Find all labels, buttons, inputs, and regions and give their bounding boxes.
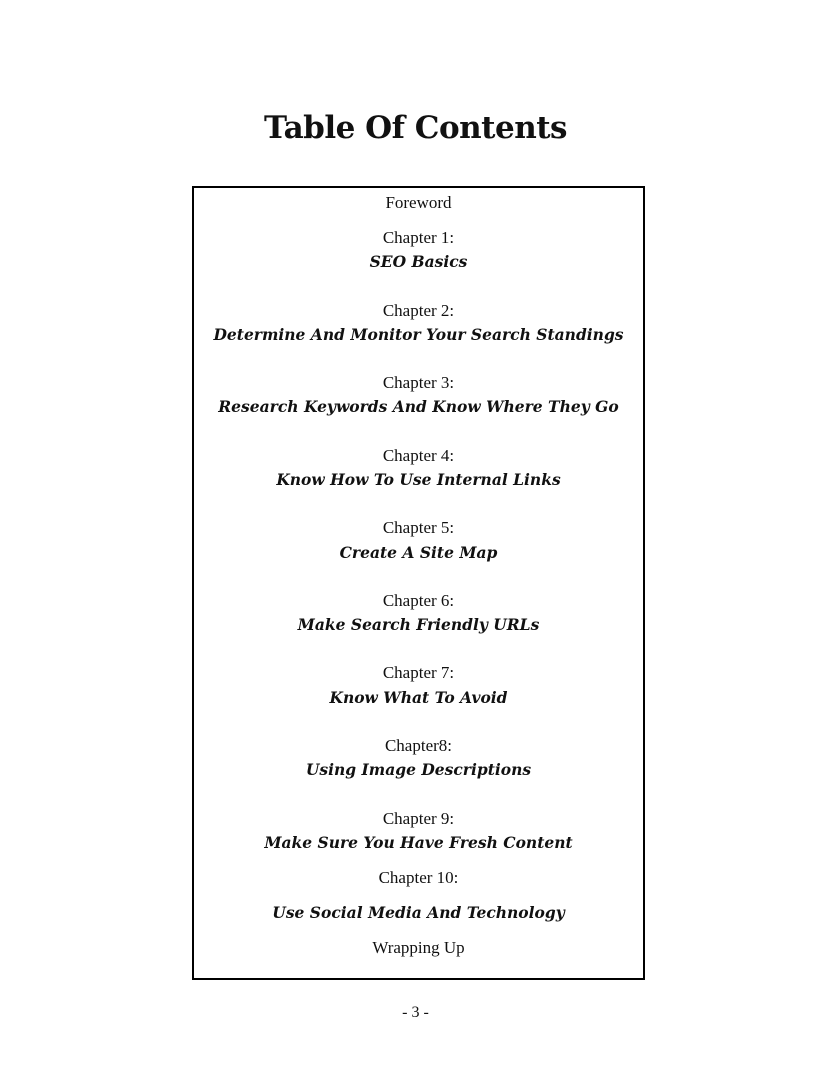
table-of-contents-box [192,186,645,980]
chapter-8-label: Chapter8: [384,736,453,755]
chapter-6-label: Chapter 6: [382,591,455,610]
chapter-3-label: Chapter 3: [382,373,455,392]
page-number: - 3 - [402,1004,429,1021]
chapter-3-title: Research Keywords And Know Where They Go [218,397,619,416]
chapter-10-label: Chapter 10: [378,868,459,887]
chapter-4-label: Chapter 4: [382,446,455,465]
chapter-8-title: Using Image Descriptions [305,760,532,779]
chapter-4-title: Know How To Use Internal Links [276,470,561,489]
chapter-9-title: Make Sure You Have Fresh Content [264,833,573,852]
chapter-2-label: Chapter 2: [382,301,455,320]
chapter-6-title: Make Search Friendly URLs [297,615,540,634]
chapter-1-title: SEO Basics [369,252,468,271]
toc-wrapping-up: Wrapping Up [372,938,465,957]
chapter-5-title: Create A Site Map [339,543,498,562]
toc-foreword: Foreword [385,193,452,212]
chapter-1-label: Chapter 1: [382,228,455,247]
chapter-5-label: Chapter 5: [382,518,455,537]
chapter-7-label: Chapter 7: [382,663,455,682]
chapter-7-title: Know What To Avoid [329,688,508,707]
chapter-2-title: Determine And Monitor Your Search Standings [213,325,624,344]
chapter-9-label: Chapter 9: [382,809,455,828]
chapter-10-title: Use Social Media And Technology [272,903,565,922]
page-title: Table Of Contents [263,110,568,146]
